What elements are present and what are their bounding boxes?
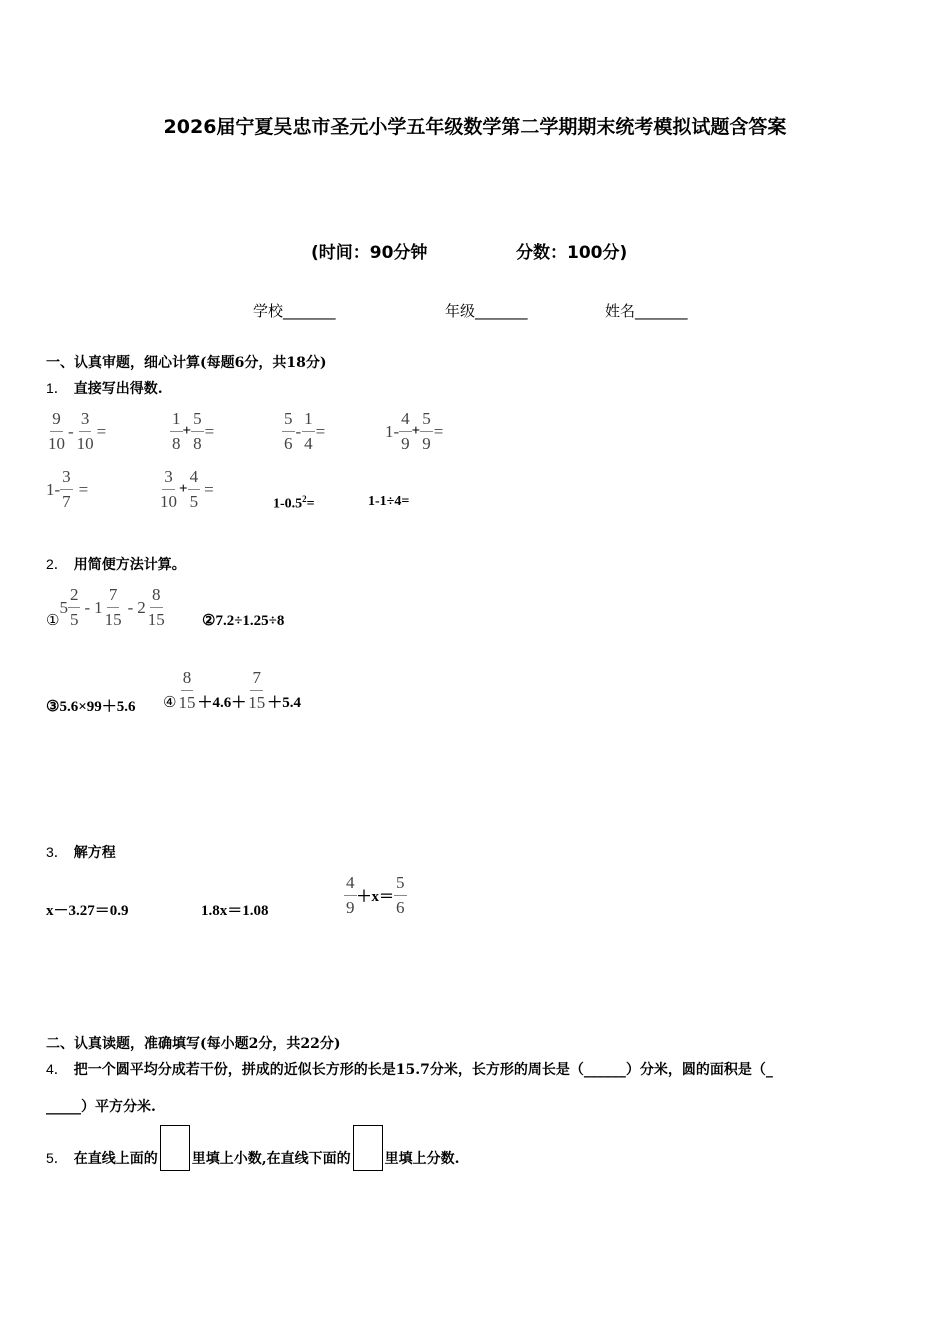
equals-sign: = [433, 421, 444, 441]
question-number: 4． [46, 1061, 68, 1077]
fraction: $\frac{3}{7}$ [62, 467, 71, 511]
fraction: $\frac{4}{5}$ [189, 467, 199, 511]
calc-expression-4 [385, 409, 444, 454]
question-3-stem [46, 842, 116, 862]
operator: - [127, 597, 134, 617]
operator: - [68, 421, 74, 441]
simplify-problem-4 [163, 668, 301, 713]
middle-terms: ＋x＝ [356, 889, 395, 905]
question-5 [46, 1125, 460, 1171]
operator: + [411, 423, 421, 439]
fraction: $\frac{5}{9}$ [422, 409, 431, 453]
fraction: $\frac{4}{9}$ [346, 873, 355, 917]
question-1-stem [46, 378, 163, 398]
equation-1: x－3.27＝0.9 [46, 903, 129, 919]
question-text: 在直线上面的 [73, 1151, 158, 1167]
fraction: $\frac{8}{15}$ [147, 585, 165, 629]
equation-2: 1.8x＝1.08 [201, 903, 269, 919]
whole-part: 2 [137, 597, 146, 617]
fraction-answer-box[interactable] [353, 1125, 383, 1171]
exam-time: (时间：90分钟 [311, 243, 428, 263]
question-4-line-2 [46, 1096, 156, 1116]
fraction: $\frac{1}{4}$ [304, 409, 313, 453]
question-text: 用简便方法计算。 [73, 557, 186, 573]
operator: + [182, 423, 192, 439]
equals-sign: = [306, 496, 315, 512]
fraction: $\frac{7}{15}$ [248, 668, 266, 712]
simplify-problem-1 [46, 585, 167, 630]
whole-part: 5 [59, 597, 68, 617]
question-number: 5． [46, 1150, 68, 1166]
question-number: 3． [46, 844, 68, 860]
fraction: $\frac{4}{9}$ [401, 409, 410, 453]
calc-expression-5 [46, 467, 89, 512]
question-2-stem [46, 554, 186, 574]
fraction: $\frac{3}{10}$ [76, 409, 94, 453]
equals-sign: = [204, 421, 215, 441]
name-field: 姓名_______ [605, 302, 688, 320]
fraction: $\frac{5}{8}$ [193, 409, 202, 453]
problem-marker: ④ [163, 692, 177, 711]
question-text: 里填上分数. [384, 1151, 460, 1167]
question-text: 把一个圆平均分成若干份，拼成的近似长方形的长是15.7分米，长方形的周长是（______）分米，圆的面积是（_ [73, 1062, 773, 1078]
calc-expression-2 [170, 409, 215, 454]
simplify-problem-3: ③5.6×99＋5.6 [46, 699, 136, 715]
fraction: $\frac{3}{10}$ [160, 467, 177, 511]
section-2-heading: 二、认真读题，准确填写(每小题2分，共22分) [46, 1036, 341, 1052]
question-number: 1． [46, 380, 68, 396]
lead-term: 1- [46, 479, 61, 499]
equation-3 [344, 873, 407, 918]
fraction: $\frac{5}{6}$ [284, 409, 293, 453]
base: 1-0.5 [273, 496, 303, 512]
fraction: $\frac{7}{15}$ [104, 585, 122, 629]
tail-term: ＋5.4 [267, 695, 301, 711]
decimal-answer-box[interactable] [160, 1125, 190, 1171]
simplify-problem-2: ②7.2÷1.25÷8 [202, 613, 285, 629]
question-number: 2． [46, 556, 68, 572]
operator: - [84, 597, 91, 617]
exam-score: 分数：100分) [516, 243, 628, 263]
middle-terms: ＋4.6＋ [197, 695, 247, 711]
calc-expression-8: 1-1÷4= [368, 494, 410, 509]
school-field: 学校_______ [253, 302, 336, 320]
question-text: 解方程 [73, 845, 116, 861]
problem-marker: ① [46, 610, 60, 629]
operator: - [295, 421, 302, 441]
fraction: $\frac{8}{15}$ [178, 668, 196, 712]
exponent: 2 [302, 494, 307, 504]
question-text: 直接写出得数. [73, 381, 163, 397]
equals-sign: = [315, 421, 326, 441]
page-title: 2026届宁夏吴忠市圣元小学五年级数学第二学期期末统考模拟试题含答案 [163, 116, 787, 138]
question-text: 里填上小数,在直线下面的 [191, 1151, 351, 1167]
fraction: $\frac{2}{5}$ [69, 585, 79, 629]
equals-sign: = [96, 421, 107, 441]
operator: + [179, 481, 188, 497]
calc-expression-3 [282, 409, 326, 454]
fraction: $\frac{1}{8}$ [172, 409, 181, 453]
section-1-heading: 一、认真审题，细心计算(每题6分，共18分) [46, 355, 327, 371]
question-text: _____）平方分米. [46, 1099, 156, 1115]
calc-expression-7 [273, 494, 315, 513]
grade-field: 年级_______ [445, 302, 528, 320]
lead-term: 1- [385, 421, 400, 441]
fraction: $\frac{5}{6}$ [396, 873, 405, 917]
equals-sign: = [78, 479, 89, 499]
calc-expression-6 [158, 467, 215, 512]
equals-sign: = [204, 479, 214, 499]
fraction: $\frac{9}{10}$ [48, 409, 65, 453]
calc-expression-1 [46, 409, 107, 454]
question-4-line-1 [46, 1059, 773, 1079]
whole-part: 1 [94, 597, 103, 617]
